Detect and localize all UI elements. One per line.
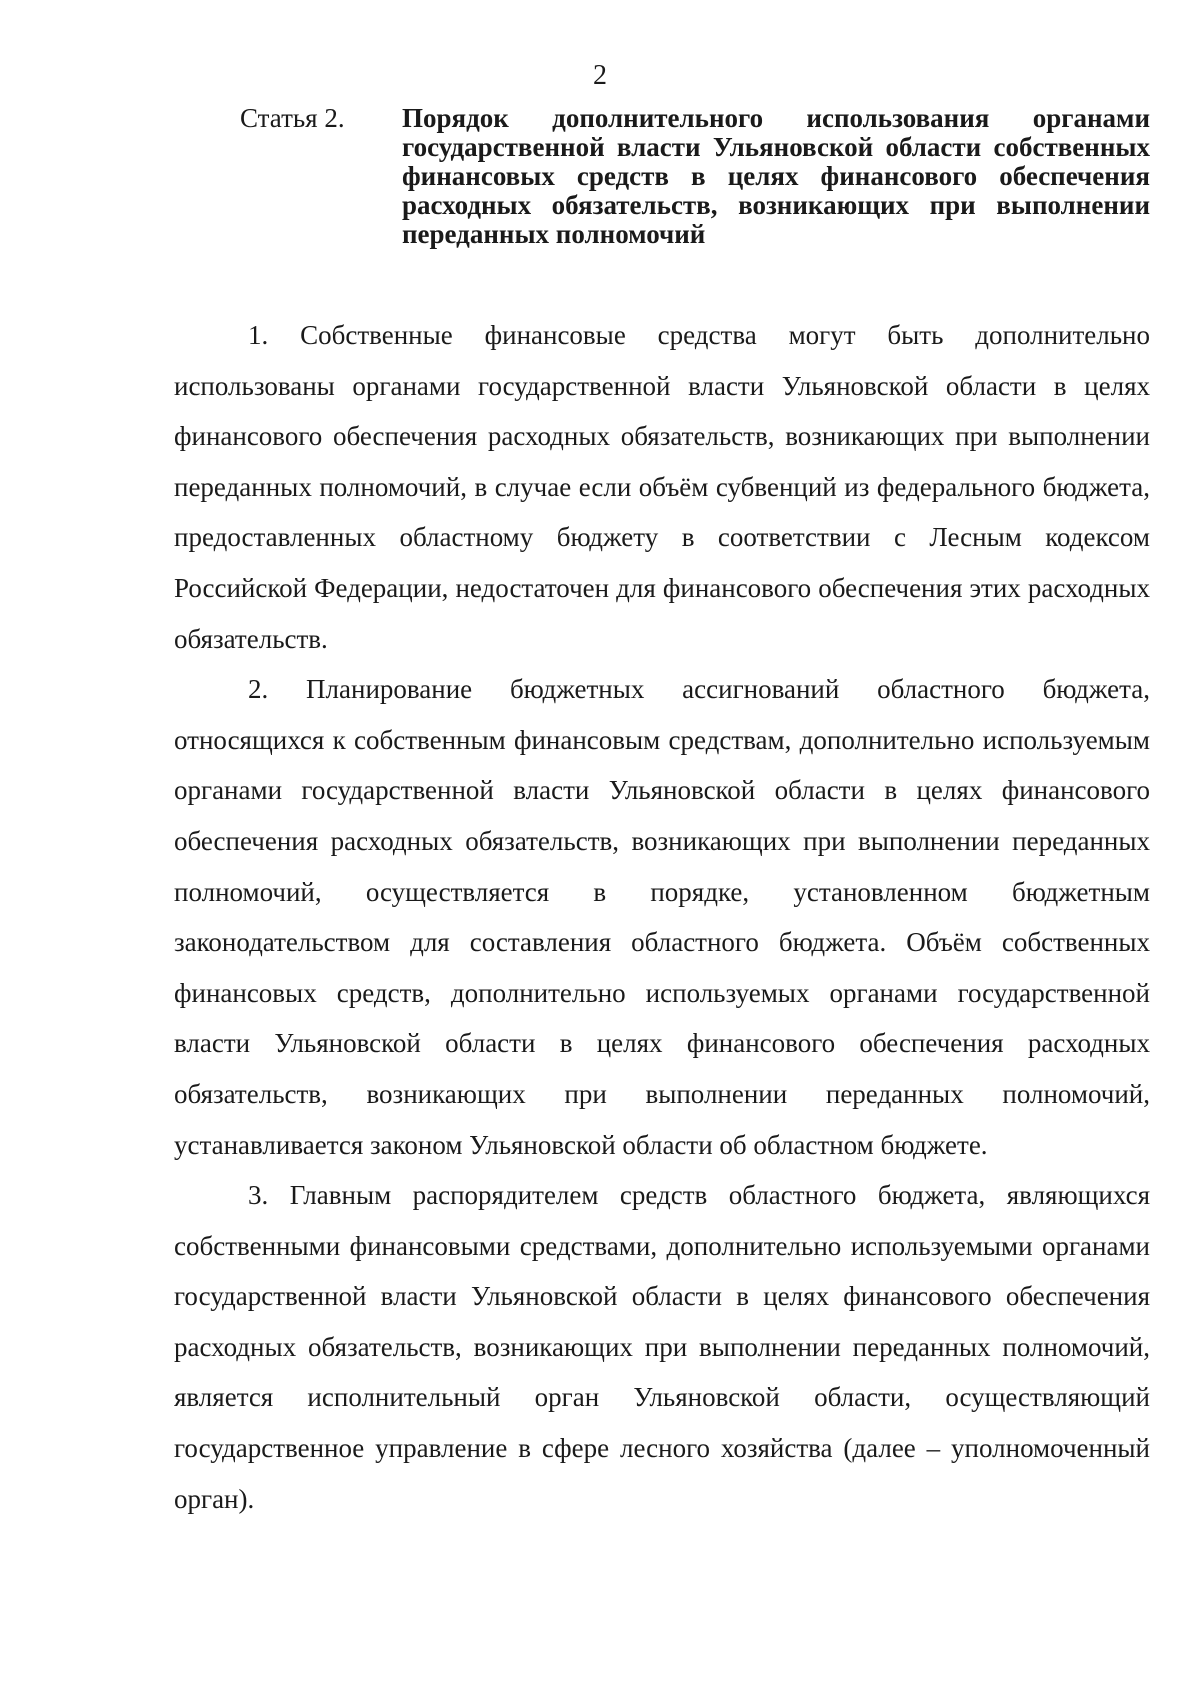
- page-number: 2: [593, 60, 607, 91]
- article-body: [174, 310, 1150, 1524]
- paragraph-3: 3. Главным распорядителем средств областного бюджета, являющихся собственными финансовыми средствами, дополнительно используемыми органами государственной власти Ульяновской области в целях финансового обеспечения расходных обязательств, возникающих при выполнении переданных полномочий, является исполнительный орган Ульяновской области, осуществляющий государственное управление в сфере лесного хозяйства (далее – уполномоченный орган).: [174, 1180, 1150, 1514]
- article-label: Статья 2.: [240, 103, 345, 133]
- paragraph-1: 1. Собственные финансовые средства могут быть дополнительно использованы органами государственной власти Ульяновской области в целях финансового обеспечения расходных обязательств, возникающих при выполнении переданных полномочий, в случае если объём субвенций из федерального бюджета, предоставленных областному бюджету в соответствии с Лесным кодексом Российской Федерации, недостаточен для финансового обеспечения этих расходных обязательств.: [174, 320, 1150, 654]
- paragraph-2: 2. Планирование бюджетных ассигнований областного бюджета, относящихся к собственным финансовым средствам, дополнительно используемым органами государственной власти Ульяновской области в целях финансового обеспечения расходных обязательств, возникающих при выполнении переданных полномочий, осуществляется в порядке, установленном бюджетным законодательством для составления областного бюджета. Объём собственных финансовых средств, дополнительно используемых органами государственной власти Ульяновской области в целях финансового обеспечения расходных обязательств, возникающих при выполнении переданных полномочий, устанавливается законом Ульяновской области об областном бюджете.: [174, 674, 1150, 1160]
- article-heading: [240, 104, 1150, 249]
- article-title: Порядок дополнительного использования органами государственной власти Ульяновской области собственных финансовых средств в целях финансового обеспечения расходных обязательств, возникающих при выполнении переданных полномочий: [402, 103, 1150, 249]
